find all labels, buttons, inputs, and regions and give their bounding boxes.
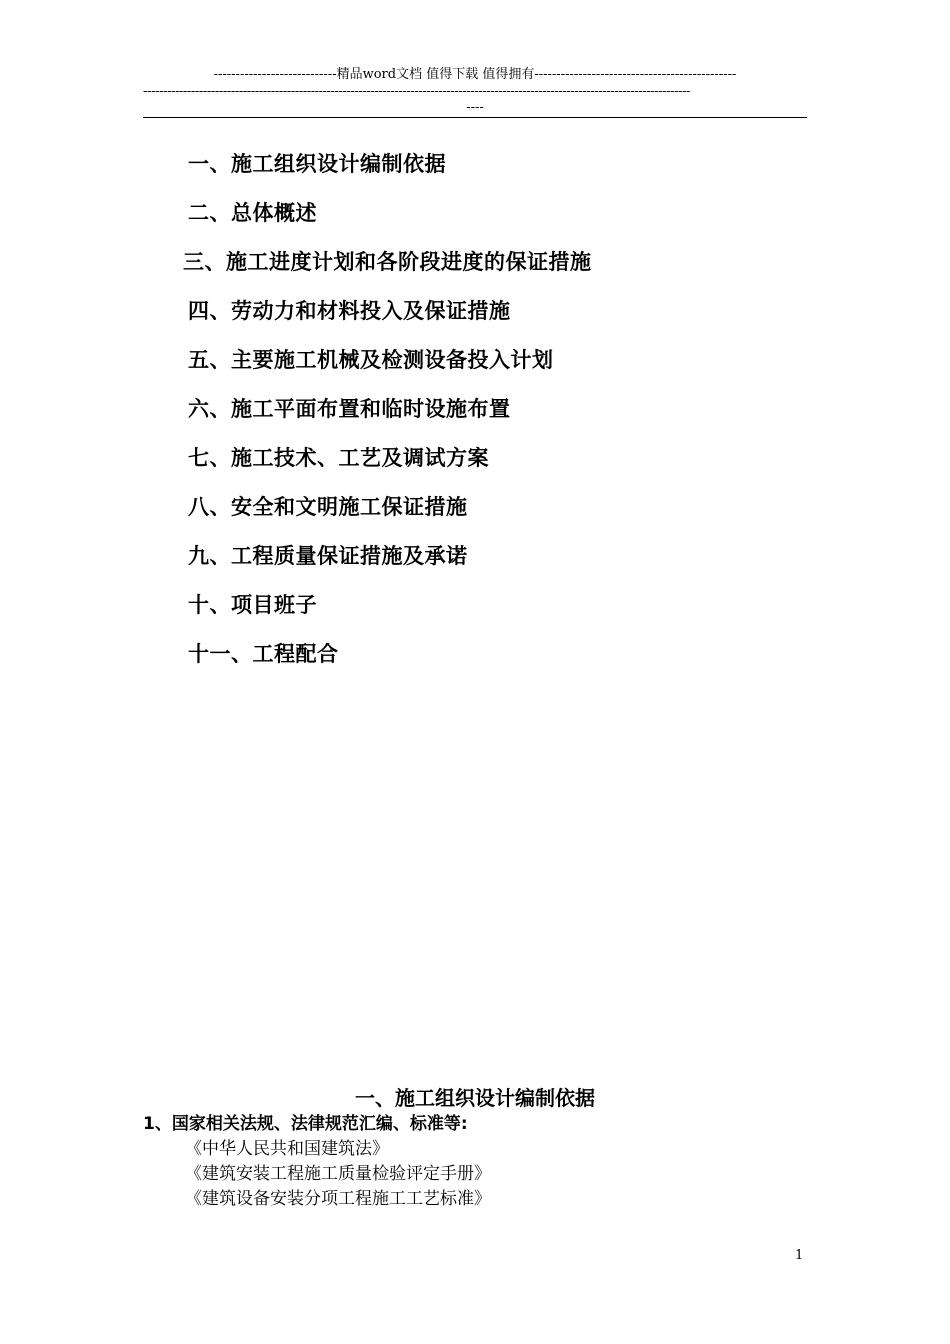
- toc-item: 八、安全和文明施工保证措施: [188, 495, 468, 519]
- header-dash-line: -----------------------------------------------------------------------------------------------------------------------------------------: [143, 84, 690, 99]
- section-title: 一、施工组织设计编制依据: [355, 1086, 595, 1110]
- header-rule: [143, 117, 807, 118]
- header-banner: ----------------------------精品word文档 值得下载 值得拥有----------------------------------------------: [213, 67, 737, 82]
- toc-item: 五、主要施工机械及检测设备投入计划: [188, 348, 554, 372]
- toc-item: 二、总体概述: [188, 201, 317, 225]
- toc-item: 六、施工平面布置和临时设施布置: [188, 397, 511, 421]
- page-number: 1: [795, 1248, 804, 1263]
- toc-item: 一、施工组织设计编制依据: [188, 152, 446, 176]
- toc-item: 七、施工技术、工艺及调试方案: [188, 446, 489, 470]
- toc-item: 九、工程质量保证措施及承诺: [188, 544, 468, 568]
- reference-item: 《建筑安装工程施工质量检验评定手册》: [185, 1164, 491, 1184]
- reference-item: 《中华人民共和国建筑法》: [185, 1139, 389, 1159]
- toc-item: 三、施工进度计划和各阶段进度的保证措施: [183, 250, 592, 274]
- toc-item: 四、劳动力和材料投入及保证措施: [188, 299, 511, 323]
- reference-item: 《建筑设备安装分项工程施工工艺标准》: [185, 1189, 491, 1209]
- toc-item: 十、项目班子: [188, 593, 317, 617]
- subheading: 1、国家相关法规、法律规范汇编、标准等:: [143, 1114, 468, 1134]
- toc-item: 十一、工程配合: [188, 642, 339, 666]
- header-dash-tail: ----: [466, 100, 484, 115]
